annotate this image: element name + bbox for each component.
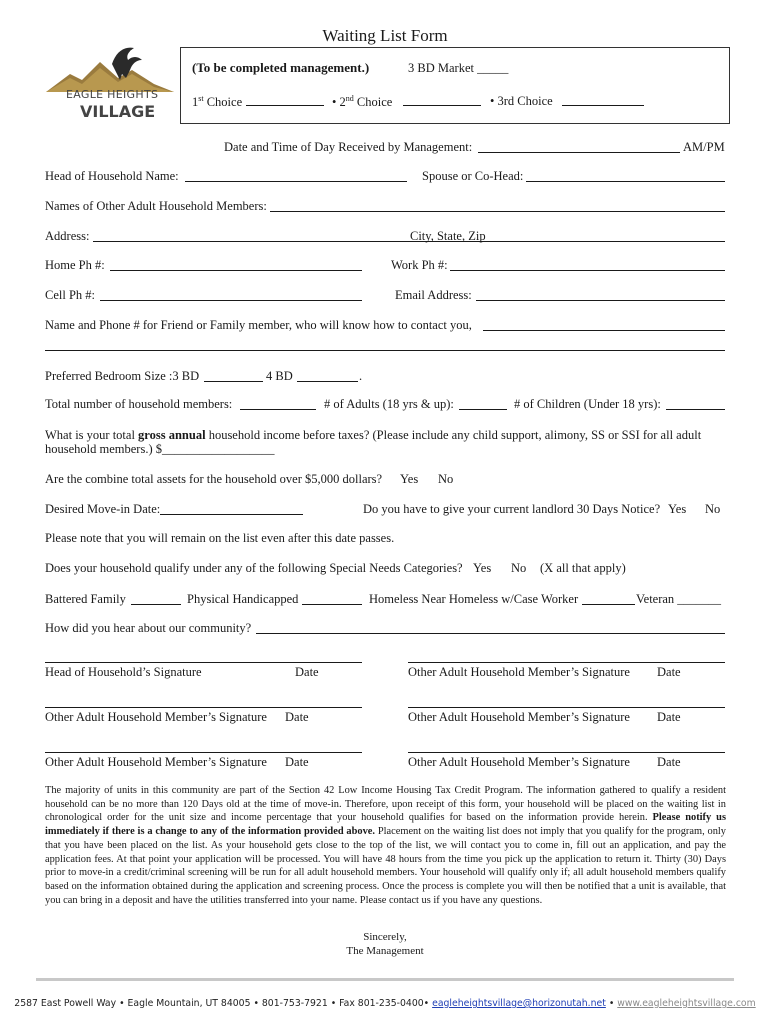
physical-handicapped-label: Physical Handicapped — [187, 592, 299, 606]
other-signature-line-4[interactable] — [45, 752, 362, 753]
third-choice-label: • 3rd Choice — [490, 94, 553, 108]
special-no-option[interactable]: No — [511, 561, 527, 575]
bedroom-4bd-label: 4 BD — [266, 369, 293, 383]
list-note: Please note that you will remain on the list even after this date passes. — [45, 531, 395, 545]
footer-contact — [0, 998, 770, 1009]
address-field[interactable] — [93, 241, 725, 242]
homeless-field[interactable] — [582, 604, 635, 605]
eagle-heights-village-logo — [42, 44, 177, 124]
date-received-label: Date and Time of Day Received by Management: — [224, 140, 473, 154]
first-choice-field[interactable] — [246, 105, 324, 106]
footer-email-link[interactable]: eagleheightsvillage@horizonutah.net — [432, 998, 606, 1009]
move-in-label: Desired Move-in Date: — [45, 502, 161, 516]
spouse-field[interactable] — [526, 181, 725, 182]
adults-label: # of Adults (18 yrs & up): — [324, 397, 454, 411]
work-phone-field[interactable] — [450, 270, 725, 271]
logo-line1: EAGLE HEIGHTS — [66, 88, 159, 101]
total-members-field[interactable] — [240, 409, 316, 410]
market-field[interactable]: 3 BD Market _____ — [408, 61, 509, 75]
address-label: Address: — [45, 229, 90, 243]
other-signature-line-1[interactable] — [408, 662, 725, 663]
logo-line2: VILLAGE — [80, 102, 156, 121]
closing-sincerely: Sincerely, — [363, 931, 407, 943]
other-signature-label-4: Other Adult Household Member’s Signature — [45, 755, 267, 769]
adults-field[interactable] — [459, 409, 507, 410]
footer-separator: • — [608, 998, 615, 1009]
landlord-no-option[interactable]: No — [705, 502, 721, 516]
form-title: Waiting List Form — [322, 26, 448, 45]
first-choice-label: 1st Choice — [192, 94, 243, 110]
hear-about-field[interactable] — [256, 633, 725, 634]
battered-family-label: Battered Family — [45, 592, 126, 606]
friend-contact-field-line2[interactable] — [45, 350, 725, 351]
homeless-label: Homeless Near Homeless w/Case Worker — [369, 592, 579, 606]
home-phone-field[interactable] — [110, 270, 362, 271]
spouse-label: Spouse or Co-Head: — [422, 169, 524, 183]
ampm-label: AM/PM — [683, 140, 725, 154]
other-signature-label-2: Other Adult Household Member’s Signature — [45, 710, 267, 724]
cell-phone-label: Cell Ph #: — [45, 288, 96, 302]
assets-no-option[interactable]: No — [438, 472, 454, 486]
other-signature-date-label-4: Date — [285, 755, 309, 769]
closing-signoff: The Management — [346, 945, 424, 957]
other-signature-date-label-1: Date — [657, 665, 681, 679]
friend-contact-field[interactable] — [483, 330, 725, 331]
second-choice-field[interactable] — [403, 105, 481, 106]
bedroom-4bd-field[interactable] — [297, 381, 358, 382]
city-state-zip-label: City, State, Zip — [410, 229, 486, 243]
special-yes-option[interactable]: Yes — [473, 561, 492, 575]
total-members-label: Total number of household members: — [45, 397, 233, 411]
management-box — [180, 47, 730, 124]
other-signature-date-label-2: Date — [285, 710, 309, 724]
other-signature-date-label-5: Date — [657, 755, 681, 769]
program-notice: The majority of units in this community are part of the Section 42 Low Income Housing Tax Credit Program. The information gathered to qualify a resident household can be no more than 120 Days old at the time of move-in. Therefore, upon receipt of this form, your household will be placed on the waiting list in chronological order for the unit size and income percentage that your household qualifies for based on the information provide herein. Please notify us immediately if there is a change to any of the information provided above. Placement on the waiting list does not imply that you qualify for the program, only that you have been placed on the list. As your household gets close to the top of the list, we will contact you to come in, fill out an application, and pay the application fees. At that point your application will be processed. You will have 48 hours from the time you pick up the application to return it. Thirty (30) Days prior to move-in a credit/criminal screening will be run for all adult household members. Your household will qualify only if; all adult household members qualify based on the information obtained during the application and screening process. Once the process is complete you will then be notified that a unit is available, that you can bring in a deposit and have the utilities transferred into your name. Please contact us if you have any questions. — [45, 785, 726, 906]
bedroom-period: . — [359, 369, 363, 383]
special-needs-question: Does your household qualify under any of the following Special Needs Categories? — [45, 561, 463, 575]
income-field[interactable]: household members.) $__________________ — [45, 442, 275, 456]
other-signature-line-5[interactable] — [408, 752, 725, 753]
assets-yes-option[interactable]: Yes — [400, 472, 419, 486]
email-label: Email Address: — [395, 288, 472, 302]
move-in-field[interactable] — [160, 514, 303, 515]
landlord-question: Do you have to give your current landlord 30 Days Notice? — [363, 502, 661, 516]
footer-website-link[interactable]: www.eagleheightsvillage.com — [617, 998, 756, 1009]
other-signature-label-3: Other Adult Household Member’s Signature — [408, 710, 630, 724]
head-signature-date-label: Date — [295, 665, 319, 679]
children-label: # of Children (Under 18 yrs): — [514, 397, 661, 411]
head-name-field[interactable] — [185, 181, 407, 182]
income-question: What is your total gross annual household income before taxes? (Please include any child support, alimony, SS or SSI for all adult — [45, 428, 702, 442]
friend-contact-label: Name and Phone # for Friend or Family member, who will know how to contact you, — [45, 318, 472, 332]
bedroom-3bd-field[interactable] — [204, 381, 263, 382]
other-signature-label-1: Other Adult Household Member’s Signature — [408, 665, 630, 679]
management-heading: (To be completed management.) — [192, 60, 370, 75]
x-all-note: (X all that apply) — [540, 561, 626, 575]
other-signature-line-2[interactable] — [45, 707, 362, 708]
bedroom-size-label: Preferred Bedroom Size :3 BD — [45, 369, 200, 383]
second-choice-label: • 2nd Choice — [332, 94, 393, 110]
head-name-label: Head of Household Name: — [45, 169, 179, 183]
other-adults-label: Names of Other Adult Household Members: — [45, 199, 267, 213]
work-phone-label: Work Ph #: — [391, 258, 448, 272]
footer-divider — [36, 978, 734, 981]
other-adults-field[interactable] — [270, 211, 725, 212]
landlord-yes-option[interactable]: Yes — [668, 502, 687, 516]
hear-about-label: How did you hear about our community? — [45, 621, 252, 635]
home-phone-label: Home Ph #: — [45, 258, 105, 272]
email-field[interactable] — [476, 300, 725, 301]
other-signature-date-label-3: Date — [657, 710, 681, 724]
children-field[interactable] — [666, 409, 725, 410]
other-signature-line-3[interactable] — [408, 707, 725, 708]
cell-phone-field[interactable] — [100, 300, 362, 301]
third-choice-field[interactable] — [562, 105, 644, 106]
footer-address: 2587 East Powell Way • Eagle Mountain, UT 84005 • 801-753-7921 • Fax 801-235-0400• — [14, 998, 430, 1009]
date-received-field[interactable] — [478, 152, 680, 153]
assets-question: Are the combine total assets for the household over $5,000 dollars? — [45, 472, 383, 486]
battered-family-field[interactable] — [131, 604, 181, 605]
veteran-field[interactable]: Veteran _______ — [636, 592, 722, 606]
physical-handicapped-field[interactable] — [302, 604, 362, 605]
head-signature-line[interactable] — [45, 662, 362, 663]
other-signature-label-5: Other Adult Household Member’s Signature — [408, 755, 630, 769]
head-signature-label: Head of Household’s Signature — [45, 665, 202, 679]
